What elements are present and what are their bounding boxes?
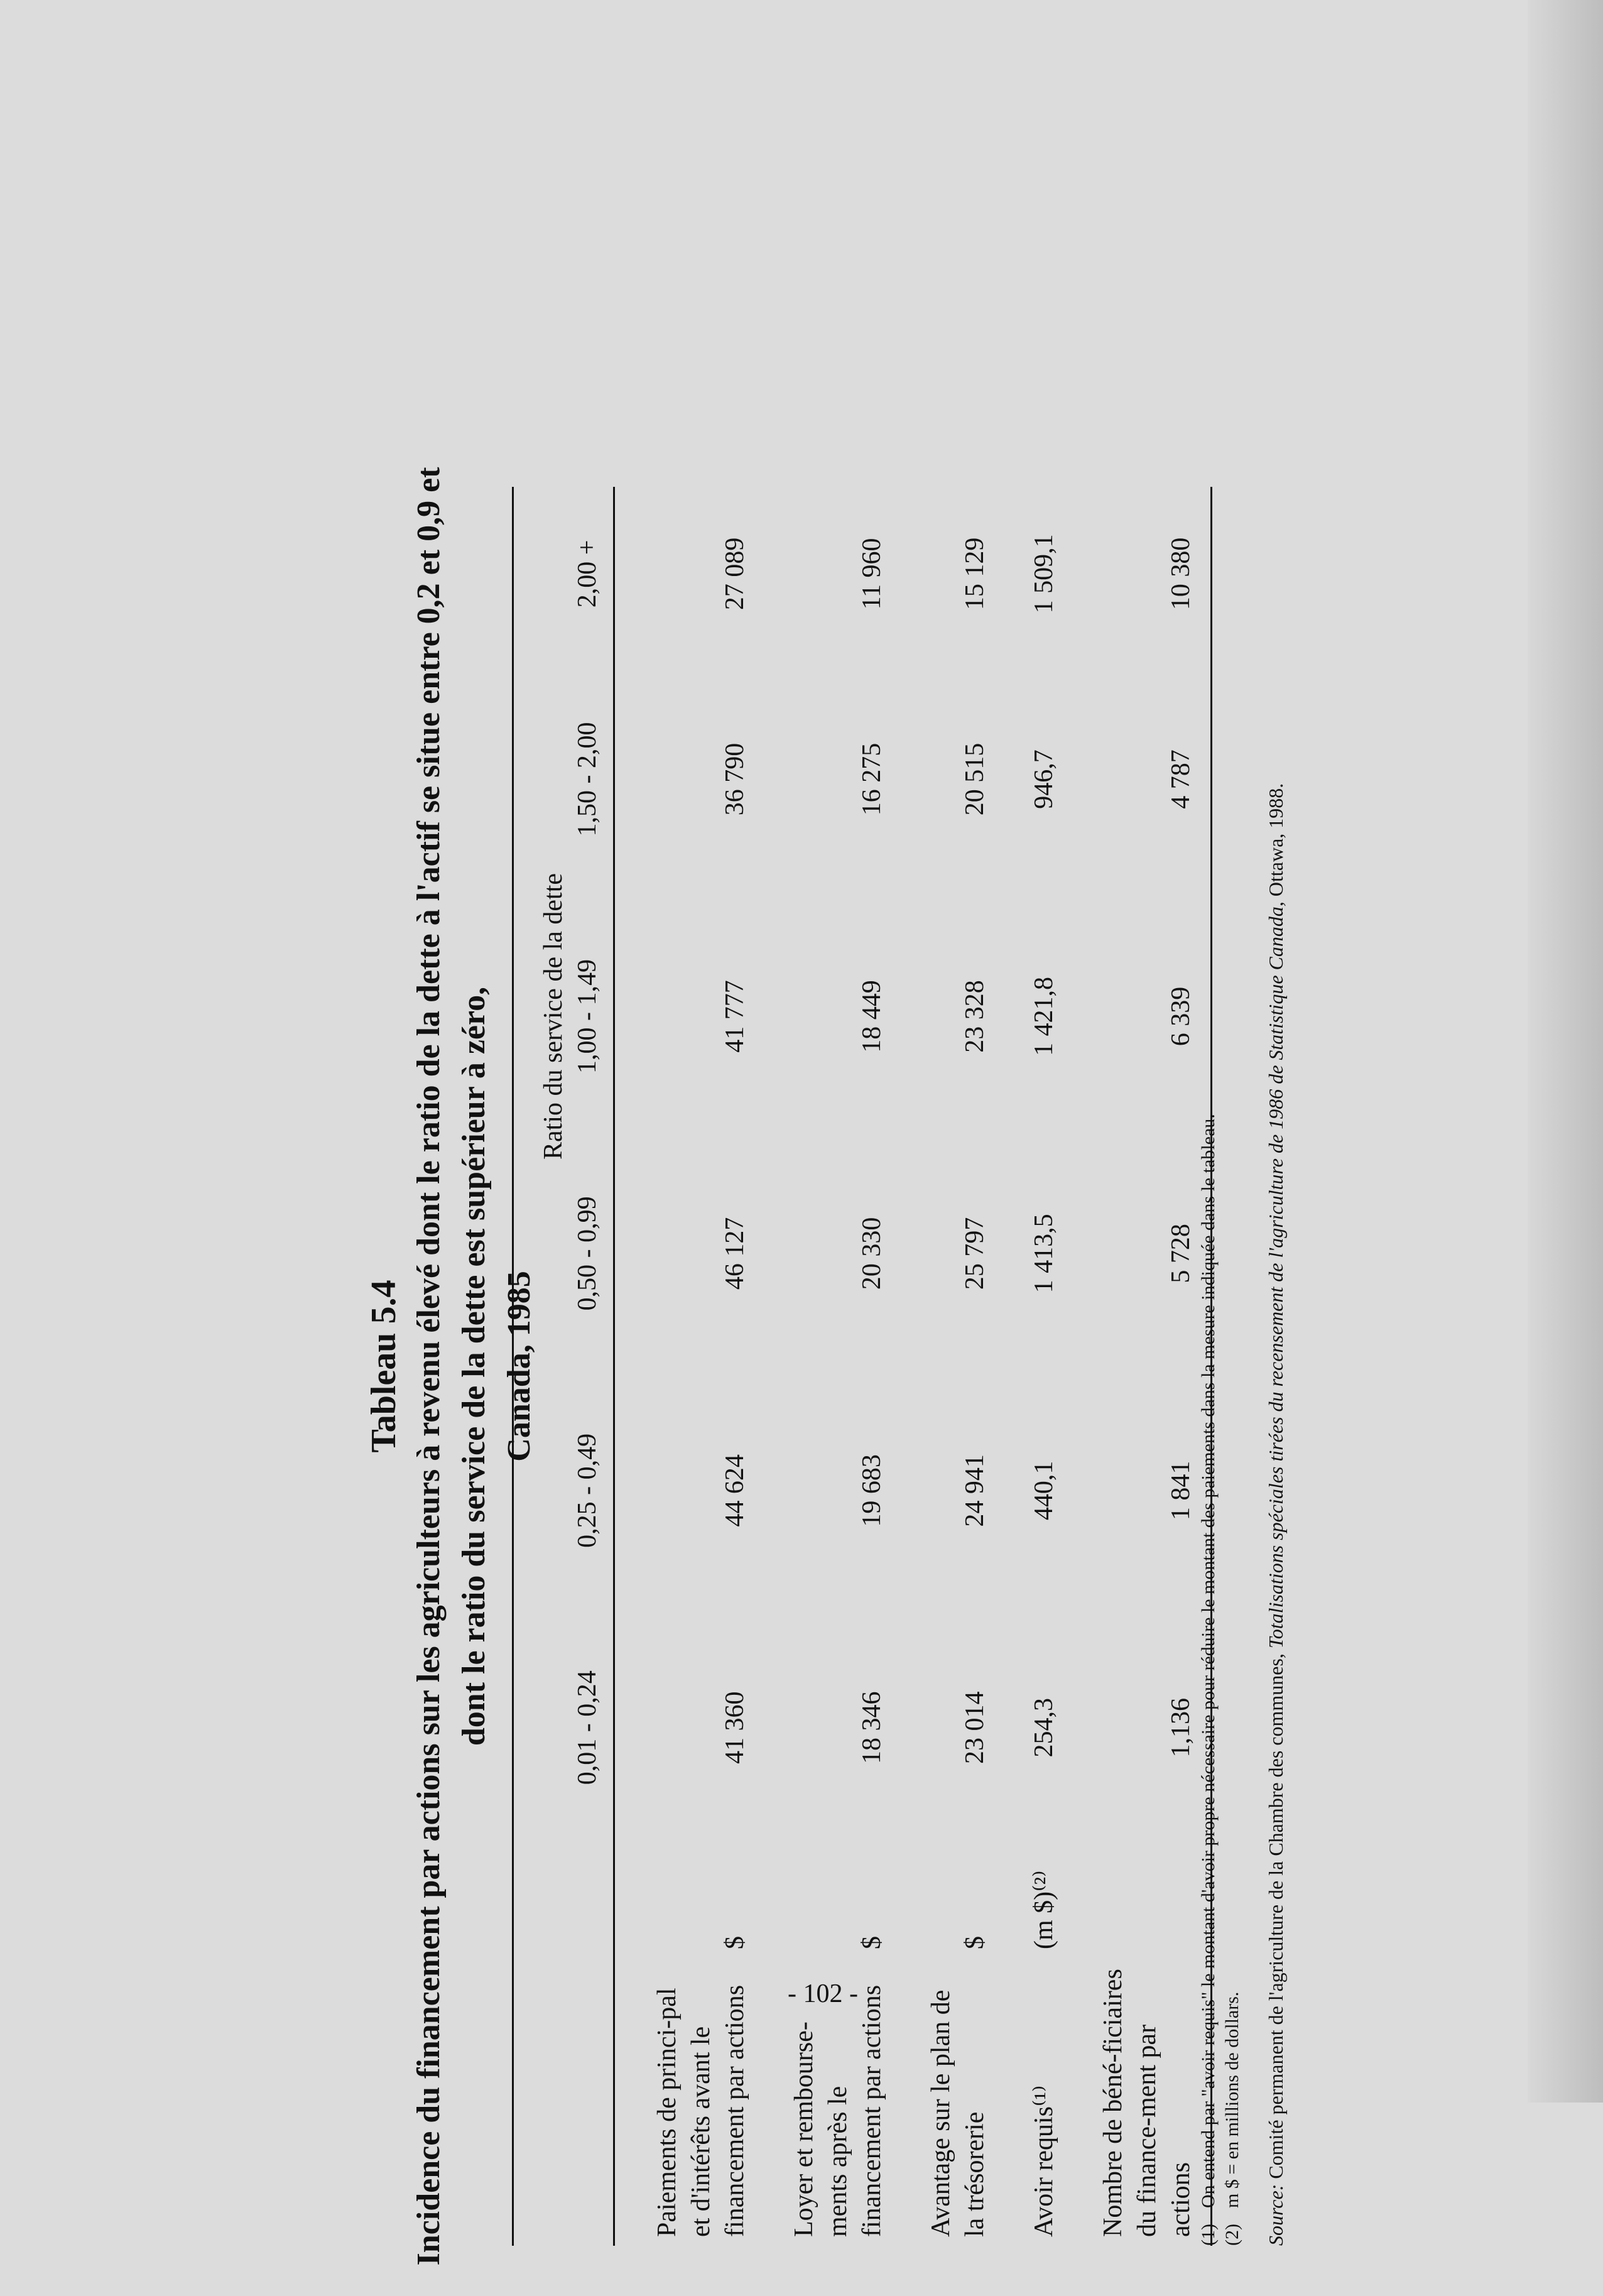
column-header: 0,01 - 0,24 <box>570 1609 614 1846</box>
table-cell: 946,7 <box>1030 749 1058 809</box>
footnote-text: m $ = en millions de dollars. <box>1222 1991 1242 2208</box>
table-cell: 1 421,8 <box>1030 976 1058 1056</box>
table-cell: 41 777 <box>720 980 749 1053</box>
source-label: Source: <box>1264 2184 1287 2246</box>
table-cell: 20 515 <box>960 743 989 816</box>
table-cell: 16 275 <box>857 743 886 816</box>
table-title: Incidence du financement par actions sur les agriculteurs à revenu élevé dont le ratio de la dette à l'actif se situe entre 0,2 et 0,9 et dont le ratio du service de la dette est supérieur à zéro, <box>411 467 492 2266</box>
table-cell: 23 328 <box>960 980 989 1053</box>
table-cell: 27 089 <box>720 537 749 611</box>
table-cell: 6 339 <box>1166 986 1195 1047</box>
column-header: 1,50 - 2,00 <box>570 661 614 898</box>
table-cell: 4 787 <box>1166 749 1195 809</box>
source-text: Comité permanent de l'agriculture de la Chambre des communes, <box>1264 1653 1287 2179</box>
column-header: 0,25 - 0,49 <box>570 1372 614 1609</box>
footnote-number: (2) <box>1222 2224 1242 2246</box>
source-note <box>1263 487 1288 2246</box>
table-cell: 254,3 <box>1030 1698 1058 1758</box>
table-place-year: Canada, 1985 <box>501 1271 537 1462</box>
column-header: 0,50 - 0,99 <box>570 1135 614 1372</box>
table-cell: 24 941 <box>960 1454 989 1527</box>
row-label: Loyer et rembourse-ments après le financement par actions <box>790 1984 886 2237</box>
rotated-table-block <box>317 437 1385 2296</box>
table-cell: 36 790 <box>720 743 749 816</box>
row-unit <box>1061 1846 1198 1958</box>
table-row <box>992 487 1061 2246</box>
footnote <box>1197 487 1220 2246</box>
table-cell: 46 127 <box>720 1217 749 1290</box>
footnote-number: (1) <box>1198 2224 1219 2246</box>
table-cell: 19 683 <box>857 1454 886 1527</box>
scan-edge-shadow <box>1528 0 1603 2103</box>
table-cell: 5 728 <box>1166 1224 1195 1283</box>
group-header: Ratio du service de la dette <box>539 873 568 1160</box>
source-end: Ottawa, 1988. <box>1264 783 1287 897</box>
table-cell: 440,1 <box>1030 1461 1058 1521</box>
footnote-text: On entend par "avoir requis" le montant d'avoir propre nécessaire pour réduire le montant des paiements dans la mesure indiquée dans le tableau. <box>1198 1114 1219 2208</box>
table-cell: 20 330 <box>857 1217 886 1290</box>
table-cell: 18 449 <box>857 980 886 1053</box>
row-label: Paiements de princi-pal et d'intérêts avant le financement par actions <box>653 1984 749 2237</box>
table-row <box>1061 487 1198 2246</box>
table-cell: 41 360 <box>720 1691 749 1765</box>
table-notes <box>1197 487 1288 2246</box>
footnote <box>1220 487 1244 2246</box>
table-cell: 1 413,5 <box>1030 1214 1058 1293</box>
source-italic: Totalisations spéciales tirées du recensement de l'agriculture de 1986 de Statistique Canada, <box>1264 901 1287 1649</box>
column-header: 1,00 - 1,49 <box>570 898 614 1134</box>
column-header-row <box>570 487 614 2246</box>
table-cell: 1 841 <box>1166 1461 1195 1521</box>
table-cell: 15 129 <box>960 537 989 611</box>
table-cell: 44 624 <box>720 1454 749 1527</box>
table-cell: 25 797 <box>960 1217 989 1290</box>
table-cell: 11 960 <box>857 538 886 610</box>
table-label: Tableau 5.4 <box>364 1280 403 1453</box>
row-label: Avoir requis⁽¹⁾ <box>1030 2085 1058 2237</box>
row-label: Nombre de béné-ficiaires du finance-ment par actions <box>1099 1969 1195 2237</box>
row-unit: $ <box>960 1936 989 1949</box>
table-cell: 23 014 <box>960 1691 989 1765</box>
row-unit: $ <box>720 1936 749 1949</box>
row-label: Avantage sur le plan de la trésorerie <box>926 1989 989 2237</box>
table-cell: 18 346 <box>857 1691 886 1765</box>
table-cell: 10 380 <box>1166 537 1195 611</box>
row-unit: $ <box>857 1936 886 1949</box>
table-cell: 1 509,1 <box>1030 534 1058 614</box>
row-unit: (m $)⁽²⁾ <box>1030 1870 1058 1949</box>
page-number: - 102 - <box>788 1979 858 2008</box>
column-header: 2,00 + <box>570 487 614 661</box>
table-cell: 1,136 <box>1166 1698 1195 1758</box>
